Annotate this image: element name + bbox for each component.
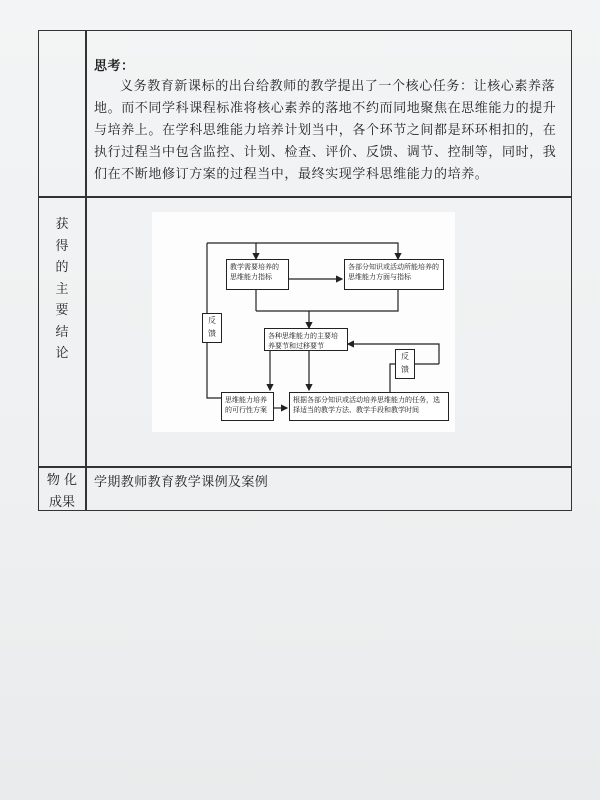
arrow-top-right bbox=[256, 243, 398, 259]
thinking-body bbox=[94, 76, 559, 186]
conclusion-label-char: 要 bbox=[55, 303, 69, 318]
table-row-divider bbox=[39, 196, 571, 198]
conclusion-label-char: 论 bbox=[55, 346, 69, 361]
arrow-top-left bbox=[207, 243, 256, 259]
box-parts-ability: 各部分知识或活动所能培养的思维能力方面与指标 bbox=[344, 259, 444, 290]
conclusion-label-char: 结 bbox=[55, 324, 69, 340]
conclusion-label-char: 得 bbox=[55, 238, 69, 254]
box-feasible-plan: 思维能力培养的可行性方案 bbox=[221, 392, 274, 421]
box-method-selection: 根据各部分知识或活动培养思维能力的任务，选择适当的教学方法、教学手段和教学时间 bbox=[289, 392, 449, 421]
arrow-to-main bbox=[256, 311, 309, 328]
box-main-sections: 各种思维能力的主要培养要节和过移要节 bbox=[264, 328, 348, 351]
results-label-line: 成果 bbox=[48, 494, 75, 510]
feedback-char: 反 bbox=[401, 352, 409, 361]
conclusion-label bbox=[39, 214, 85, 365]
feedback-label-left bbox=[202, 313, 222, 343]
table-column-divider bbox=[85, 31, 87, 510]
box-teaching-need: 教学需要培养的思维能力指标 bbox=[226, 259, 289, 290]
conclusion-label-char: 的 bbox=[55, 260, 69, 275]
connector-line bbox=[309, 290, 398, 311]
feedback-char: 反 bbox=[208, 316, 216, 325]
table-row-divider bbox=[39, 466, 571, 468]
arrow-feedback-right bbox=[348, 344, 439, 364]
results-label-line: 物 化 bbox=[46, 473, 78, 488]
thinking-title: 思考： bbox=[94, 59, 135, 74]
conclusion-label-char: 主 bbox=[55, 281, 69, 297]
results-label bbox=[39, 470, 85, 513]
results-text: 学期教师教育教学课例及案例 bbox=[94, 475, 269, 490]
feedback-char: 馈 bbox=[208, 329, 216, 338]
feedback-char: 馈 bbox=[401, 365, 409, 374]
thinking-paragraph: 义务教育新课标的出台给教师的教学提出了一个核心任务：让核心素养落地。而不同学科课程标准将核心素养的落地不约而同地聚焦在思维能力的提升与培养上。在学科思维能力培养计划当中，各个环节之间都是环环相扣的，在执行过程当中包含监控、计划、检查、评价、反馈、调节、控制等，同时，我们在不断地修订方案的过程当中，最终实现学科思维能力的培养。 bbox=[94, 79, 557, 182]
feedback-label-right bbox=[395, 349, 415, 379]
flow-diagram bbox=[152, 212, 455, 432]
conclusion-label-char: 获 bbox=[55, 217, 69, 232]
